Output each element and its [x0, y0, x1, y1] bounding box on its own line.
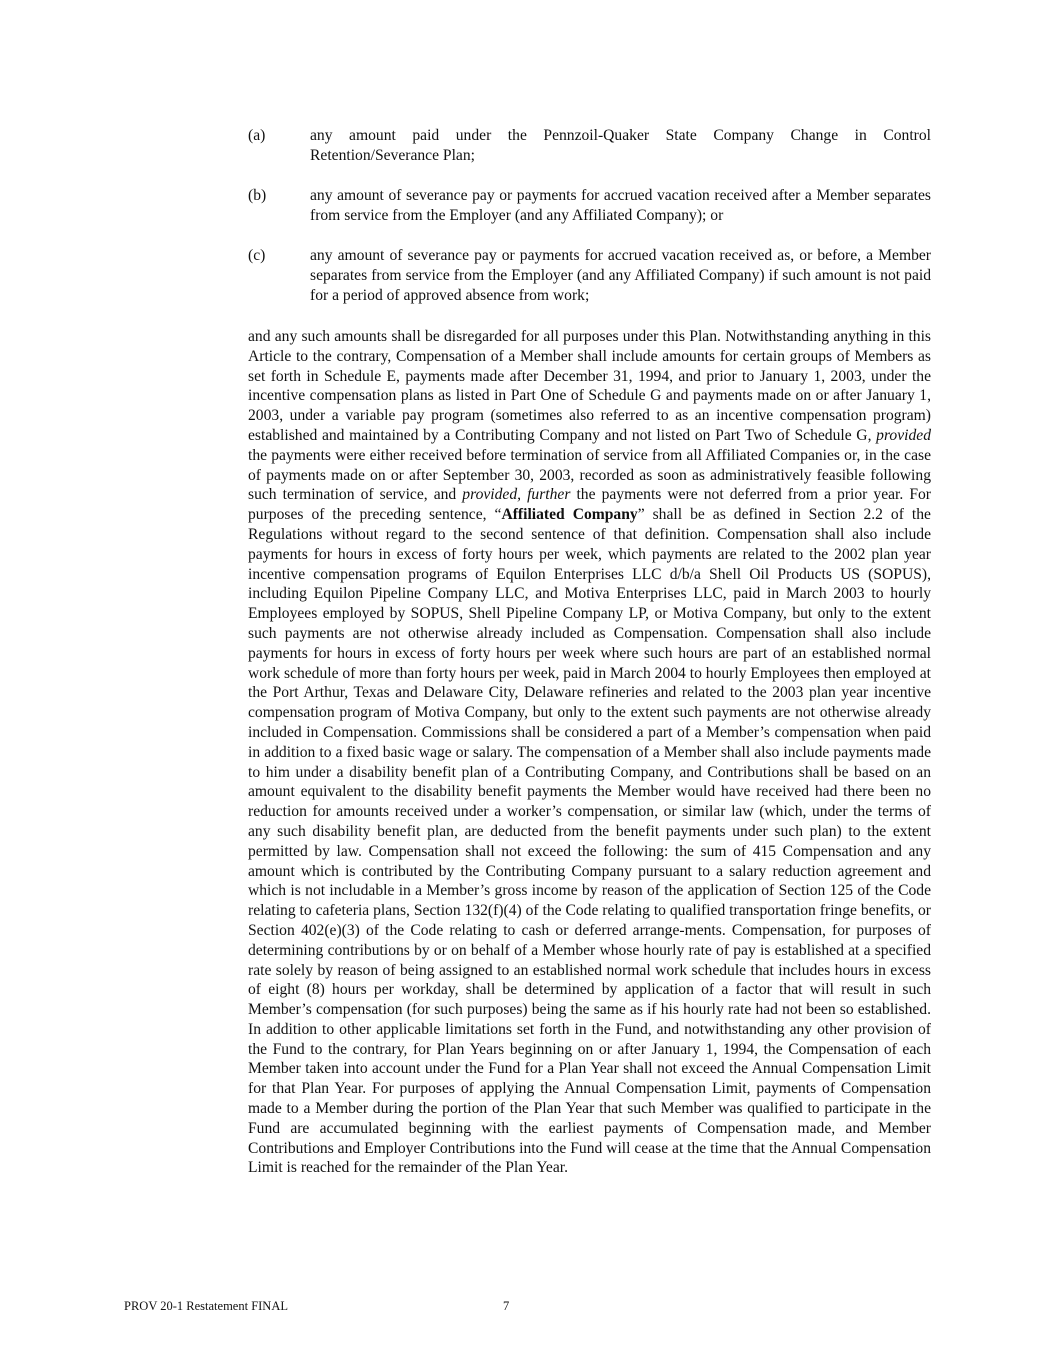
list-item-c: [248, 246, 931, 305]
body-text-1: and any such amounts shall be disregarded for all purposes under this Plan. Notwithstanding anything in this Article to the contrary, Compensation of a Member shall include amounts for certain groups of Members as set forth in Schedule E, payments made after December 31, 1994, and prior to January 1, 2003, under the incentive compensation plans as listed in Part One of Schedule G and payments made on or after January 1, 2003, under a variable pay program (sometimes also referred to as an incentive compensation program) established and maintained by a Contributing Company and not listed on Part Two of Schedule G,: [248, 328, 931, 444]
list-item-a: [248, 126, 931, 166]
footer-page-number: 7: [503, 1299, 510, 1313]
footer-document-id: PROV 20-1 Restatement FINAL: [124, 1299, 288, 1313]
list-item-text: any amount of severance pay or payments for accrued vacation received after a Member separates from service from the Employer (and any Affiliated Company); or: [310, 187, 931, 224]
body-text-4: ” shall be as defined in Section 2.2 of the Regulations without regard to the second sentence of that definition. Compensation shall also include payments for hours in excess of forty hours per week, which payments are related to the 2002 plan year incentive compensation programs of Equilon Enterprises LLC d/b/a Shell Oil Products US (SOPUS), including Equilon Pipeline Company LLC, and Motiva Enterprises LLC, paid in March 2003 to hourly Employees employed by SOPUS, Shell Pipeline Company LP, or Motiva Company, but only to the extent such payments are not otherwise already included as Compensation. Compensation shall also include payments for hours in excess of forty hours per week where such hours are part of an established normal work schedule of more than forty hours per week, paid in March 2004 to hourly Employees then employed at the Port Arthur, Texas and Delaware City, Delaware refineries and related to the 2003 plan year incentive compensation program of Motiva Company, but only to the extent such payments are not otherwise already included in Compensation. Commissions shall be considered a part of a Member’s compensation when paid in addition to a fixed basic wage or salary. The compensation of a Member shall also include payments made to him under a disability benefit plan of a Contributing Company, and Contributions shall be based on an amount equivalent to the disability benefit payments the Member would have received had there been no reduction for amounts received under a worker’s compensation, or similar law (which, under the terms of any such disability benefit plan, are deducted from the benefit payments under such plan) to the extent permitted by law. Compensation shall not exceed the following: the sum of 415 Compensation and any amount which is contributed by the Contributing Company pursuant to a salary reduction agreement and which is not includable in a Member’s gross income by reason of the application of Section 125 of the Code relating to cafeteria plans, Section 132(f)(4) of the Code relating to qualified transportation fringe benefits, or Section 402(e)(3) of the Code relating to cash or deferred arrange-ments. Compensation, for purposes of determining contributions by or on behalf of a Member whose hourly rate of pay is established at a specified rate solely by reason of being assigned to an established normal work schedule that includes hours in excess of eight (8) hours per workday, shall be determined by application of a factor that will result in such Member’s compensation (for such purposes) being the same as if his hourly rate had not been so established. In addition to other applicable limitations set forth in the Fund, and notwithstanding any other provision of the Fund to the contrary, for Plan Years beginning on or after January 1, 1994, the Compensation of each Member taken into account under the Fund for a Plan Year shall not exceed the Annual Compensation Limit for that Plan Year. For purposes of applying the Annual Compensation Limit, payments of Compensation made to a Member during the portion of the Plan Year that such Member was qualified to participate in the Fund are accumulated beginning with the earliest payments of Compensation made, and Member Contributions and Employer Contributions into the Fund will cease at the time that the Annual Compensation Limit is reached for the remainder of the Plan Year.: [248, 506, 932, 1177]
body-emphasis-provided: provided: [876, 426, 931, 444]
list-item-label: (a): [248, 127, 266, 144]
list-item-label: (c): [248, 247, 266, 264]
list-item-text: any amount of severance pay or payments for accrued vacation received as, or before, a Member separates from service from the Employer (and any Affiliated Company) if such amount is not paid for a period of approved absence from work;: [310, 247, 931, 304]
list-item-label: (b): [248, 187, 267, 204]
defined-term-affiliated-company: Affiliated Company: [501, 506, 638, 524]
body-text-2: the payments were either received before termination of service from all Affiliated Companies or, in the case of payments made on or after September 30, 2003, recorded as soon as administratively feasible following such termination of service, and: [248, 446, 931, 504]
body-paragraph: [248, 327, 931, 1178]
body-emphasis-provided-further: provided, further: [462, 486, 571, 504]
list-item-text: any amount paid under the Pennzoil-Quaker State Company Change in Control Retention/Severance Plan;: [310, 127, 931, 164]
list-item-b: [248, 186, 931, 226]
body-text-3: the payments were not deferred from a prior year. For purposes of the preceding sentence, “: [248, 486, 931, 524]
